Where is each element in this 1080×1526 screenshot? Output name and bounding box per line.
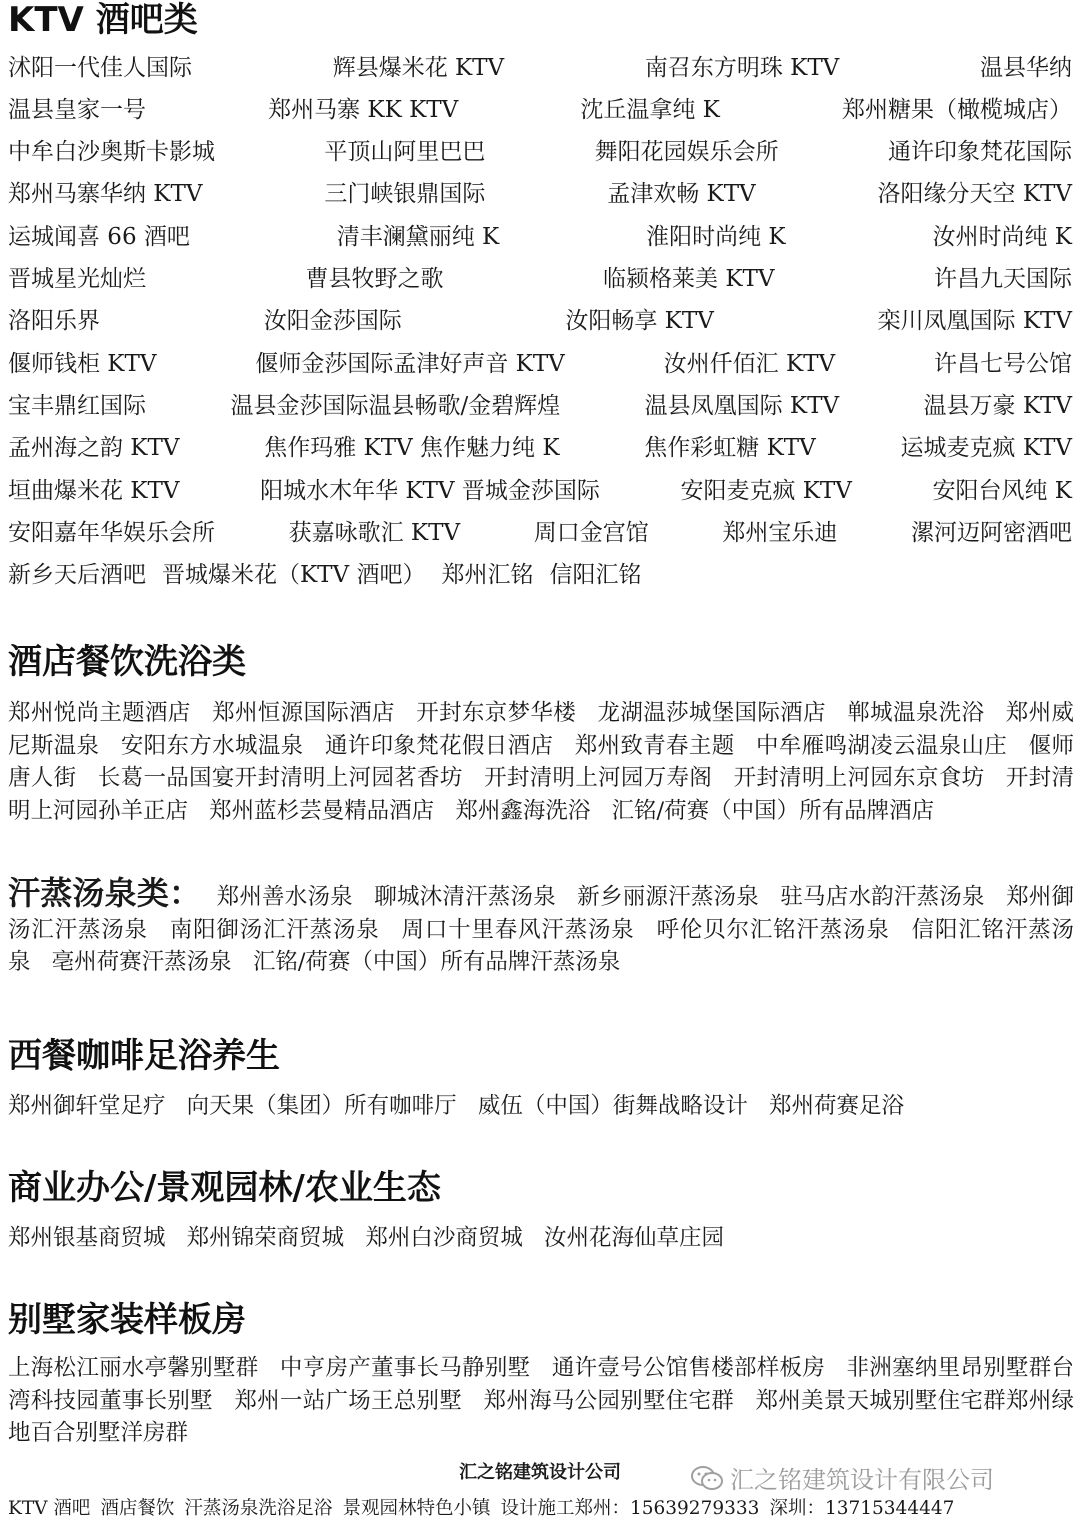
ktv-venue: 南召东方明珠 KTV: [644, 54, 840, 81]
ktv-venue: 温县皇家一号: [8, 96, 146, 123]
ktv-venue: 新乡天后酒吧: [8, 562, 146, 589]
ktv-row: [8, 386, 1072, 420]
ktv-venue: 垣曲爆米花 KTV: [8, 477, 180, 504]
western-venue: 威伍（中国）街舞战略设计: [477, 1093, 748, 1119]
villa-project: 上海松江丽水亭馨别墅群: [8, 1355, 259, 1381]
western-venue: 郑州御轩堂足疗: [8, 1093, 166, 1119]
ktv-venue: 孟津欢畅 KTV: [607, 181, 756, 208]
hotel-venue: 偃师唐人街: [8, 732, 1074, 791]
ktv-venue: 淮阳时尚纯 K: [646, 223, 786, 250]
hotel-venue: 郑州鑫海洗浴: [455, 797, 591, 824]
commercial-list: [8, 1222, 1074, 1255]
ktv-venue: 汝阳金莎国际: [263, 308, 402, 335]
ktv-row: [8, 175, 1072, 209]
footer-item: 设计施工郑州：15639279333: [500, 1498, 760, 1519]
spa-venue: 周口十里春风汗蒸汤泉: [401, 916, 635, 943]
ktv-venue: 运城闻喜 66 酒吧: [8, 223, 190, 250]
section-title-villa: 别墅家装样板房: [8, 1300, 246, 1340]
spa-venue: 呼伦贝尔汇铭汗蒸汤泉: [656, 916, 890, 943]
section-title-hotel: 酒店餐饮洗浴类: [8, 642, 246, 682]
ktv-row: [8, 429, 1072, 463]
hotel-venue: 通许印象梵花假日酒店: [324, 732, 554, 759]
section-title-spa: 汗蒸汤泉类：: [8, 874, 202, 912]
ktv-row: [8, 513, 1072, 547]
commercial-venue: 郑州银基商贸城: [8, 1225, 166, 1251]
footer-item: 景观园林特色小镇: [342, 1498, 491, 1519]
ktv-venue: 临颍格莱美 KTV: [603, 266, 775, 292]
hotel-venue: 郑州恒源国际酒店: [212, 700, 395, 726]
ktv-venue: 信阳汇铭: [549, 562, 642, 589]
ktv-venue: 郑州汇铭: [441, 562, 534, 589]
hotel-venue: 开封东京梦华楼: [416, 700, 577, 726]
villa-project: 郑州美景天城别墅住宅群郑州绿地百合别墅洋房群: [8, 1387, 1074, 1446]
spa-venue: 郑州御汤汇汗蒸汤泉: [8, 884, 1075, 943]
ktv-venue: 曹县牧野之歌: [305, 266, 444, 292]
hotel-venue: 郑州威尼斯温泉: [8, 700, 1074, 759]
ktv-venue: 阳城水木年华 KTV 晋城金莎国际: [260, 477, 600, 504]
ktv-row: [8, 217, 1072, 251]
hotel-venue: 汇铭/荷赛（中国）所有品牌酒店: [611, 797, 935, 824]
ktv-venue: 清丰澜黛丽纯 K: [336, 223, 500, 250]
ktv-venue: 汝州仟佰汇 KTV: [663, 350, 836, 377]
ktv-venue: 栾川凤凰国际 KTV: [877, 308, 1072, 335]
villa-project: 中亨房产董事长马静别墅: [279, 1355, 531, 1381]
hotel-venue: 长葛一品国宴开封清明上河园茗香坊: [97, 765, 463, 791]
hotel-list: [8, 697, 1074, 827]
ktv-venue: 汝阳畅享 KTV: [565, 308, 714, 335]
western-list: [8, 1090, 1074, 1123]
western-venue: 向天果（集团）所有咖啡厅: [186, 1093, 457, 1119]
spa-venue: 郑州善水汤泉: [216, 884, 353, 910]
hotel-venue: 龙湖温莎城堡国际酒店: [597, 700, 826, 726]
ktv-venue: 舞阳花园娱乐会所: [594, 139, 779, 166]
ktv-venue: 安阳嘉年华娱乐会所: [8, 519, 215, 546]
ktv-venue: 许昌九天国际: [934, 266, 1072, 292]
hotel-venue: 郑州蓝杉芸曼精品酒店: [209, 797, 435, 824]
ktv-venue: 汝州时尚纯 K: [932, 223, 1072, 250]
ktv-row: [8, 302, 1072, 336]
ktv-row: [8, 471, 1072, 505]
hotel-venue: 郑州悦尚主题酒店: [8, 700, 191, 726]
ktv-venue: 焦作彩虹糖 KTV: [644, 435, 816, 462]
ktv-venue: 辉县爆米花 KTV: [332, 54, 505, 81]
company-name: 汇之铭建筑设计公司: [459, 1462, 621, 1483]
ktv-venue: 温县万豪 KTV: [923, 392, 1072, 419]
ktv-venue: 温县凤凰国际 KTV: [644, 392, 840, 419]
spa-venue: 南阳御汤汇汗蒸汤泉: [169, 916, 380, 943]
ktv-venue: 安阳麦克疯 KTV: [680, 477, 852, 504]
footer-item: 深圳：13715344447: [769, 1498, 955, 1519]
footer-item: 汗蒸汤泉洗浴足浴: [184, 1498, 333, 1519]
hotel-venue: 安阳东方水城温泉: [120, 732, 304, 759]
spa-venue: 亳州荷赛汗蒸汤泉: [51, 949, 232, 975]
ktv-row: [8, 90, 1072, 124]
spa-venue: 新乡丽源汗蒸汤泉: [577, 884, 759, 910]
ktv-venue: 郑州糖果（橄榄城店）: [842, 96, 1072, 123]
hotel-venue: 开封清明上河园万寿阁: [484, 765, 713, 791]
commercial-venue: 郑州锦荣商贸城: [186, 1225, 345, 1251]
ktv-venue: 三门峡银鼎国际: [324, 181, 486, 208]
ktv-venue: 漯河迈阿密酒吧: [910, 519, 1072, 546]
villa-project: 郑州海马公园别墅住宅群: [483, 1387, 735, 1414]
ktv-venue: 孟州海之韵 KTV: [8, 435, 180, 462]
ktv-venue: 晋城爆米花（KTV 酒吧）: [162, 562, 426, 589]
footer-item: KTV 酒吧: [8, 1498, 91, 1519]
ktv-venue: 中牟白沙奥斯卡影城: [8, 139, 215, 166]
ktv-venue: 郑州马寨华纳 KTV: [8, 181, 203, 208]
ktv-venue: 温县华纳: [979, 54, 1072, 81]
ktv-venue: 洛阳缘分天空 KTV: [877, 181, 1072, 208]
villa-project: 郑州一站广场王总别墅: [234, 1387, 463, 1414]
section-title-western: 西餐咖啡足浴养生: [8, 1036, 280, 1076]
hotel-venue: 中牟雁鸣湖凌云温泉山庄: [756, 732, 1008, 759]
western-venue: 郑州荷赛足浴: [769, 1093, 905, 1119]
ktv-row: [8, 344, 1072, 378]
spa-venue: 信阳汇铭汗蒸汤泉: [8, 916, 1074, 975]
ktv-venue: 温县金莎国际温县畅歌/金碧辉煌: [230, 392, 561, 419]
ktv-row: [8, 556, 1072, 590]
watermark-text: 汇之铭建筑设计有限公司: [730, 1466, 994, 1494]
ktv-venue: 许昌七号公馆: [933, 350, 1072, 377]
villa-project: 通许壹号公馆售楼部样板房: [551, 1355, 826, 1381]
ktv-venue: 宝丰鼎红国际: [8, 392, 146, 419]
ktv-venue: 焦作玛雅 KTV 焦作魅力纯 K: [264, 435, 560, 462]
hotel-venue: 开封清明上河园东京食坊: [733, 765, 985, 791]
ktv-venue: 通许印象梵花国际: [887, 139, 1072, 166]
ktv-venue: 郑州宝乐迪: [722, 519, 838, 546]
ktv-venue: 沈丘温拿纯 K: [580, 96, 720, 123]
footer-contact: [8, 1494, 1074, 1520]
spa-venue: 聊城沐清汗蒸汤泉: [374, 884, 556, 910]
ktv-row: [8, 48, 1072, 82]
spa-venue: 驻马店水韵汗蒸汤泉: [780, 884, 985, 910]
hotel-venue: 郑州致青春主题: [574, 732, 735, 759]
ktv-venue: 平顶山阿里巴巴: [324, 139, 486, 166]
ktv-venue: 偃师钱柜 KTV: [8, 350, 157, 377]
villa-list: [8, 1352, 1074, 1450]
ktv-venue: 晋城星光灿烂: [8, 266, 146, 292]
spa-list: [8, 874, 1075, 979]
villa-project: 非洲塞纳里昂别墅群台湾科技园董事长别墅: [8, 1355, 1074, 1414]
ktv-venue: 郑州马寨 KK KTV: [268, 96, 459, 123]
ktv-venue: 周口金宫馆: [533, 519, 649, 546]
ktv-venue: 安阳台风纯 K: [932, 477, 1072, 504]
hotel-venue: 郸城温泉洗浴: [847, 700, 985, 726]
commercial-venue: 郑州白沙商贸城: [365, 1225, 523, 1251]
section-title-ktv: KTV 酒吧类: [8, 0, 198, 40]
ktv-venue: 洛阳乐界: [8, 308, 100, 335]
ktv-row: [8, 260, 1072, 294]
ktv-venue: 沭阳一代佳人国际: [8, 54, 192, 81]
hotel-venue: 开封清明上河园孙羊正店: [8, 765, 1074, 824]
section-title-commercial: 商业办公/景观园林/农业生态: [8, 1168, 441, 1208]
ktv-venue: 获嘉咏歌汇 KTV: [288, 519, 461, 546]
ktv-venue: 偃师金莎国际孟津好声音 KTV: [255, 350, 565, 377]
commercial-venue: 汝州花海仙草庄园: [544, 1225, 725, 1251]
ktv-venue: 运城麦克疯 KTV: [900, 435, 1072, 462]
ktv-row: [8, 133, 1072, 167]
wechat-icon: [690, 1465, 724, 1491]
watermark: [690, 1460, 994, 1495]
spa-venue: 汇铭/荷赛（中国）所有品牌汗蒸汤泉: [252, 949, 621, 975]
footer-item: 酒店餐饮: [100, 1498, 175, 1519]
